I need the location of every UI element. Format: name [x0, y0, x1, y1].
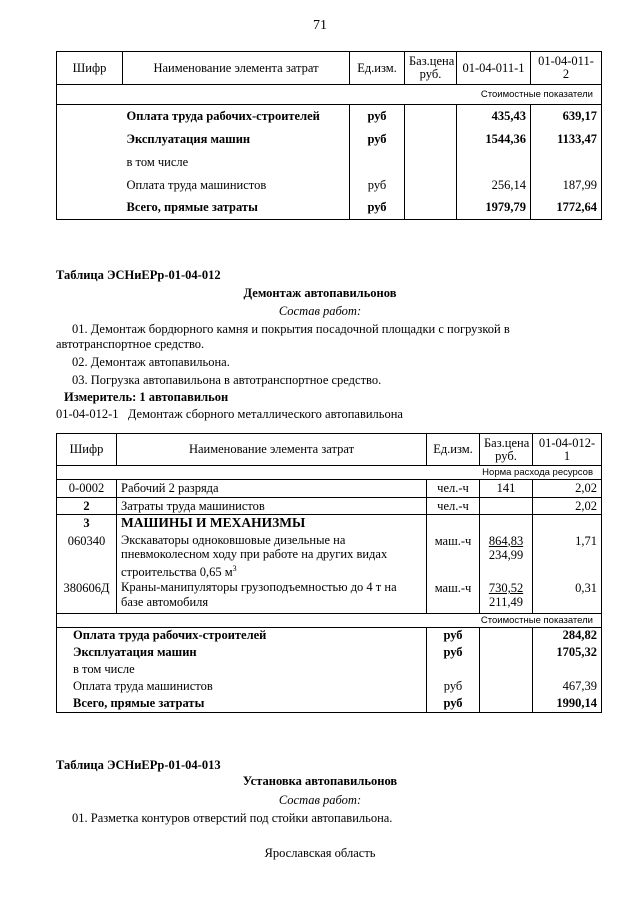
work-item: 02. Демонтаж автопавильона. [72, 355, 230, 369]
row-code: 060340 [57, 532, 117, 580]
table-row [57, 151, 602, 174]
item-line: 01-04-012-1 Демонтаж сборного металлического автопавильона [56, 407, 403, 421]
table-section-row [57, 85, 602, 105]
table-row [57, 174, 602, 197]
row-name: Затраты труда машинистов [117, 498, 427, 515]
row-unit: руб [350, 105, 405, 128]
header-unit: Ед.изм. [427, 434, 480, 466]
table-section-row [57, 466, 602, 480]
row-name: Всего, прямые затраты [57, 695, 427, 712]
row-name: Всего, прямые затраты [123, 197, 350, 220]
row-name: МАШИНЫ И МЕХАНИЗМЫ [117, 515, 427, 532]
table-row [57, 579, 602, 613]
row-name: Оплата труда рабочих-строителей [123, 105, 350, 128]
page-number: 71 [313, 18, 327, 33]
header-col-1: 01-04-011-1 [457, 52, 531, 85]
table-row [57, 695, 602, 712]
row-unit: руб [427, 644, 480, 661]
table-row [57, 128, 602, 151]
header-base-price: Баз.цена руб. [405, 52, 457, 85]
table-row [57, 661, 602, 678]
work-item: автотранспортное средство. [56, 337, 205, 351]
table-header-row [57, 434, 602, 466]
row-code: 0-0002 [57, 480, 117, 498]
header-code: Шифр [57, 434, 117, 466]
row-unit: руб [427, 678, 480, 695]
table-row [57, 627, 602, 644]
row-value-1: 435,43 [457, 105, 531, 128]
section-label: Норма расхода ресурсов [57, 466, 602, 480]
table-header-row [57, 52, 602, 85]
row-unit: руб [427, 627, 480, 644]
row-value-1: 256,14 [457, 174, 531, 197]
row-value: 1,71 [533, 532, 602, 580]
row-value-2: 187,99 [531, 174, 602, 197]
row-value: 284,82 [533, 627, 602, 644]
header-col-1: 01-04-012-1 [533, 434, 602, 466]
row-unit: руб [350, 174, 405, 197]
header-code: Шифр [57, 52, 123, 85]
row-name: Экскаваторы одноковшовые дизельные на пневмоколесном ходу при работе на других видах строительства 0,65 $м^3$ [117, 532, 427, 580]
work-title-012: Состав работ: [278, 304, 362, 318]
header-base-price: Баз.цена руб. [480, 434, 533, 466]
row-value: 1990,14 [533, 695, 602, 712]
row-value: 2,02 [533, 498, 602, 515]
row-code: 2 [57, 498, 117, 515]
section-heading-012: Демонтаж автопавильонов [243, 286, 397, 300]
table-row [57, 105, 602, 128]
row-name: Оплата труда машинистов [123, 174, 350, 197]
header-col-2: 01-04-011-2 [531, 52, 602, 85]
table-section-row [57, 613, 602, 627]
table-row [57, 197, 602, 220]
table-row [57, 498, 602, 515]
work-item: 01. Разметка контуров отверстий под стойки автопавильона. [72, 811, 393, 825]
table-row [57, 480, 602, 498]
row-value-2: 1133,47 [531, 128, 602, 151]
row-value: 467,39 [533, 678, 602, 695]
row-unit: руб [350, 197, 405, 220]
work-item: 01. Демонтаж бордюрного камня и покрытия посадочной площадки с погрузкой в [72, 322, 510, 336]
row-name: Рабочий 2 разряда [117, 480, 427, 498]
section-label: Стоимостные показатели [57, 85, 602, 105]
table-row [57, 678, 602, 695]
row-value-2: 1772,64 [531, 197, 602, 220]
row-name: в том числе [57, 661, 427, 678]
row-unit: руб [427, 695, 480, 712]
row-value: 1705,32 [533, 644, 602, 661]
row-price: 141 [480, 480, 533, 498]
measure-unit: Измеритель: 1 автопавильон [64, 390, 229, 404]
work-item: 03. Погрузка автопавильона в автотранспортное средство. [72, 373, 382, 387]
row-price: 864,83 234,99 [480, 532, 533, 580]
table-row [57, 532, 602, 580]
row-name: Оплата труда машинистов [57, 678, 427, 695]
row-value: 2,02 [533, 480, 602, 498]
table-title-013: Таблица ЭСНиЕРр-01-04-013 [56, 758, 221, 772]
resource-table-01-04-012 [56, 433, 602, 713]
row-unit: чел.-ч [427, 498, 480, 515]
header-unit: Ед.изм. [350, 52, 405, 85]
row-name: Эксплуатация машин [123, 128, 350, 151]
section-label: Стоимостные показатели [57, 613, 602, 627]
row-name: в том числе [123, 151, 350, 174]
section-heading-013: Установка автопавильонов [242, 774, 398, 788]
table-row [57, 644, 602, 661]
row-code: 3 [57, 515, 117, 532]
row-code: 380606Д [57, 579, 117, 613]
row-value-2: 639,17 [531, 105, 602, 128]
work-title-013: Состав работ: [278, 793, 362, 807]
row-name: Краны-манипуляторы грузоподъемностью до 4 т на базе автомобиля [117, 579, 427, 613]
row-price: 730,52 211,49 [480, 579, 533, 613]
row-unit: маш.-ч [427, 579, 480, 613]
table-title-012: Таблица ЭСНиЕРр-01-04-012 [56, 268, 221, 282]
row-value-1: 1979,79 [457, 197, 531, 220]
row-name: Эксплуатация машин [57, 644, 427, 661]
row-unit: чел.-ч [427, 480, 480, 498]
header-name: Наименование элемента затрат [123, 52, 350, 85]
row-name: Оплата труда рабочих-строителей [57, 627, 427, 644]
row-value: 0,31 [533, 579, 602, 613]
page-footer-region: Ярославская область [264, 846, 376, 860]
row-unit: маш.-ч [427, 532, 480, 580]
header-name: Наименование элемента затрат [117, 434, 427, 466]
table-row [57, 515, 602, 532]
row-unit: руб [350, 128, 405, 151]
row-value-1: 1544,36 [457, 128, 531, 151]
cost-table-01-04-011 [56, 51, 602, 220]
